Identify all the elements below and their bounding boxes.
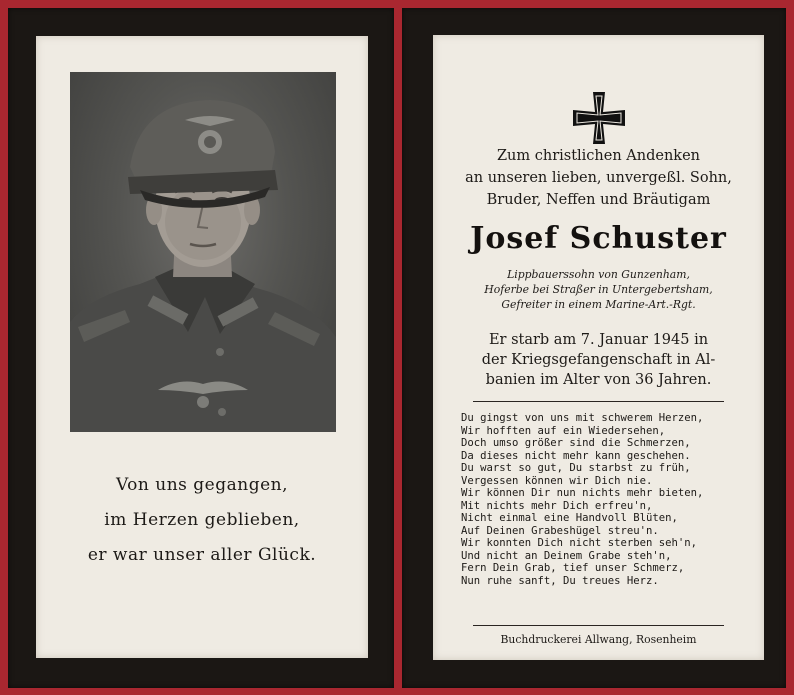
detail-line: Hoferbe bei Straßer in Untergebertsham, (484, 283, 713, 296)
poem-line: Und nicht an Deinem Grabe steh'n, (461, 549, 672, 562)
poem-line: Auf Deinen Grabeshügel streu'n. (461, 524, 659, 537)
detail-line: Gefreiter in einem Marine-Art.-Rgt. (501, 298, 696, 311)
poem-line: Vergessen können wir Dich nie. (461, 474, 653, 487)
poem-line: Wir können Dir nun nichts mehr bieten, (461, 487, 704, 499)
right-card-panel (402, 8, 786, 688)
death-line: banien im Alter von 36 Jahren. (485, 372, 712, 388)
death-notice (433, 330, 764, 390)
poem-line: Wir konnten Dich nicht sterben seh'n, (461, 537, 697, 549)
left-card-panel (8, 8, 394, 688)
dedication-intro (433, 145, 764, 211)
verse-line: Von uns gegangen, (115, 475, 289, 495)
intro-line: Bruder, Neffen und Bräutigam (486, 192, 711, 208)
divider-bottom (473, 625, 724, 626)
printer-credit: Buchdruckerei Allwang, Rosenheim (500, 633, 697, 646)
deceased-details (433, 267, 764, 312)
soldier-portrait-photo (70, 72, 336, 432)
poem-line: Doch umso größer sind die Schmerzen, (461, 437, 691, 449)
death-line: Er starb am 7. Januar 1945 in (488, 332, 709, 348)
left-card-paper (36, 36, 368, 658)
poem-line: Du warst so gut, Du starbst zu früh, (461, 462, 691, 474)
detail-line: Lippbauerssohn von Gunzenham, (507, 268, 690, 281)
intro-line: an unseren lieben, unvergeßl. Sohn, (465, 170, 732, 186)
poem-line: Fern Dein Grab, tief unser Schmerz, (461, 562, 685, 574)
poem-line: Da dieses nicht mehr kann geschehen. (461, 449, 691, 462)
verse-line: er war unser aller Glück. (87, 545, 317, 565)
poem-line: Nun ruhe sanft, Du treues Herz. (461, 574, 659, 587)
poem-line: Nicht einmal eine Handvoll Blüten, (461, 512, 678, 524)
portrait-illustration (70, 72, 336, 432)
death-line: der Kriegsgefangenschaft in Al- (481, 352, 716, 368)
poem-line: Mit nichts mehr Dich erfreu'n, (461, 499, 653, 512)
divider-top (473, 401, 724, 402)
intro-line: Zum christlichen Andenken (496, 148, 701, 164)
iron-cross-icon (573, 92, 625, 144)
deceased-name: Josef Schuster (470, 221, 727, 256)
poem-line: Wir hofften auf ein Wiedersehen, (461, 424, 666, 437)
poem-line: Du gingst von uns mit schwerem Herzen, (461, 412, 704, 424)
memorial-poem (461, 412, 751, 587)
verse-line: im Herzen geblieben, (104, 510, 300, 530)
right-card-paper (433, 35, 764, 660)
left-verse (36, 468, 368, 573)
